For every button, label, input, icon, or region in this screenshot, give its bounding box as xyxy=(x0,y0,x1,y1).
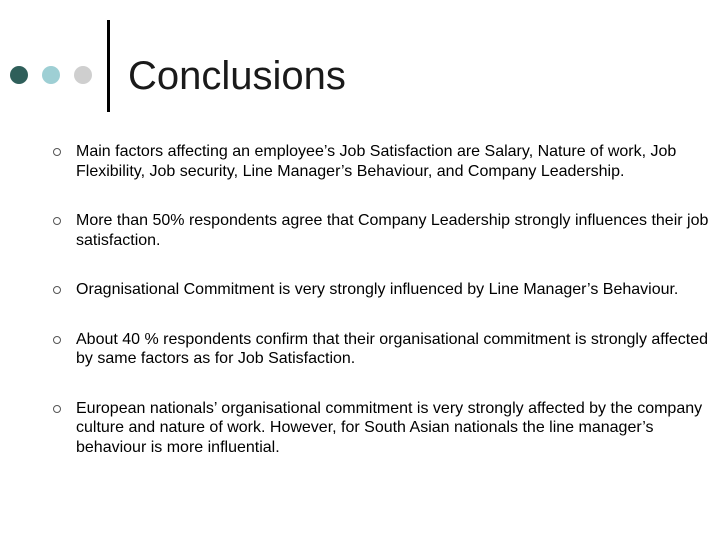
dot-gray-icon xyxy=(74,66,92,84)
dot-dark-icon xyxy=(10,66,28,84)
bullet-circle-icon xyxy=(53,148,61,156)
dot-light-blue-icon xyxy=(42,66,60,84)
bullet-circle-icon xyxy=(53,217,61,225)
bullet-text: More than 50% respondents agree that Company Leadership strongly influences their job satisfaction. xyxy=(76,212,709,249)
bullet-item xyxy=(50,142,710,181)
bullet-text: Main factors affecting an employee’s Job Satisfaction are Salary, Nature of work, Job Flexibility, Job security, Line Manager’s Behaviour, and Company Leadership. xyxy=(76,143,677,180)
bullet-text: About 40 % respondents confirm that their organisational commitment is strongly affected by same factors as for Job Satisfaction. xyxy=(76,330,709,367)
bullet-text: European nationals’ organisational commitment is very strongly affected by the company culture and nature of work. However, for South Asian nationals the line manager’s behaviour is more influential. xyxy=(76,399,703,456)
title-divider xyxy=(107,20,110,112)
bullet-circle-icon xyxy=(53,336,61,344)
bullet-list xyxy=(50,142,710,457)
bullet-item xyxy=(50,280,710,300)
bullet-item xyxy=(50,330,710,369)
bullet-text: Oragnisational Commitment is very strongly influenced by Line Manager’s Behaviour. xyxy=(76,281,679,298)
bullet-item xyxy=(50,211,710,250)
slide-title: Conclusions xyxy=(128,54,346,98)
bullet-item xyxy=(50,399,710,458)
bullet-circle-icon xyxy=(53,286,61,294)
bullet-circle-icon xyxy=(53,405,61,413)
